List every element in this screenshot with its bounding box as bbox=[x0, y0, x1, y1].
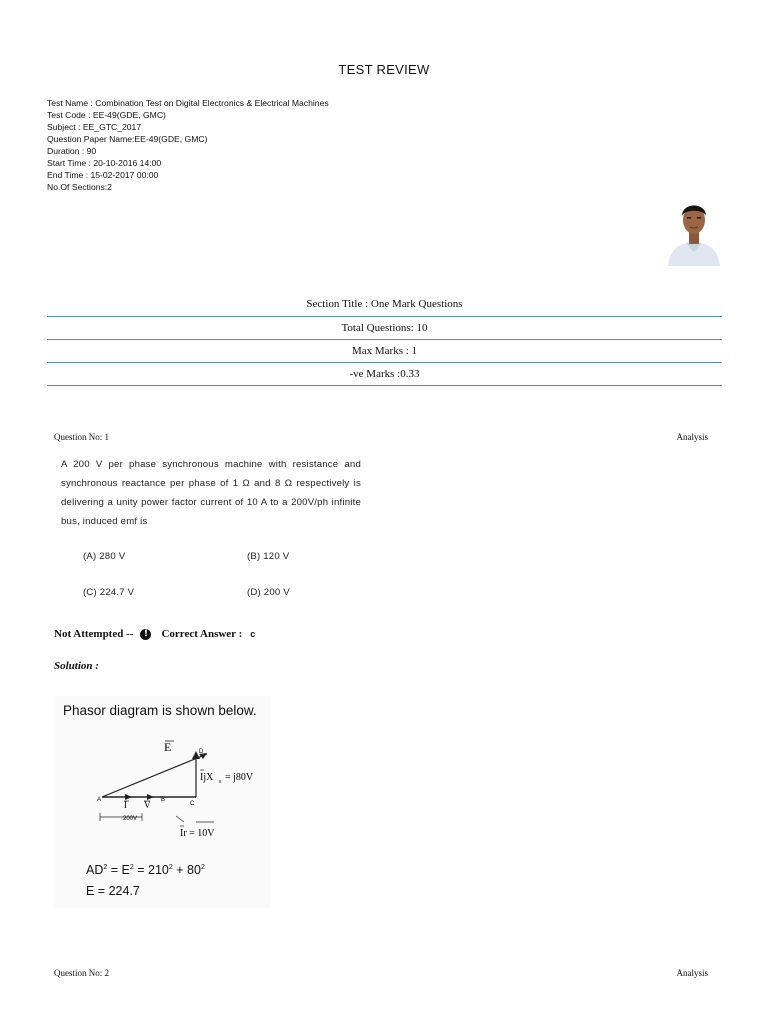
option-c: (C) 224.7 V bbox=[83, 587, 135, 598]
test-info bbox=[47, 97, 329, 193]
attempt-status: Not Attempted -- bbox=[54, 628, 134, 640]
label-b: B bbox=[161, 797, 166, 803]
label-i: I bbox=[124, 800, 127, 810]
option-a: (A) 280 V bbox=[83, 551, 126, 562]
section-divider bbox=[47, 385, 722, 386]
subject: Subject : EE_GTC_2017 bbox=[47, 122, 142, 132]
option-d: (D) 200 V bbox=[247, 587, 290, 598]
label-c: C bbox=[190, 801, 195, 807]
answer-status-line bbox=[54, 628, 255, 640]
solution-label: Solution : bbox=[54, 660, 99, 672]
number-of-sections: No.Of Sections:2 bbox=[47, 182, 112, 192]
section-summary bbox=[47, 296, 722, 386]
section-title: Section Title : One Mark Questions bbox=[306, 298, 463, 310]
test-code: Test Code : EE-49(GDE, GMC) bbox=[47, 110, 166, 120]
eq1-exp: 2 bbox=[168, 863, 173, 871]
eq1-80: + 80 bbox=[172, 863, 201, 877]
solution-equation-2: E = 224.7 bbox=[86, 884, 140, 898]
end-time: End Time : 15-02-2017 00:00 bbox=[47, 170, 159, 180]
question-paper-name: Question Paper Name:EE-49(GDE, GMC) bbox=[47, 134, 208, 144]
label-ijxs-sub: s bbox=[219, 779, 222, 785]
correct-answer-label: Correct Answer : bbox=[161, 628, 243, 640]
eq1-exp: 2 bbox=[129, 863, 134, 871]
question-number: Question No: 1 bbox=[54, 432, 109, 442]
eq1-210: = 210 bbox=[133, 863, 169, 877]
question-text: A 200 V per phase synchronous machine with resistance and synchronous reactance per phase of 1 Ω and 8 Ω respectively is delivering a unity power factor current of 10 A to a 200V/ph infinite bus, induced emf is bbox=[61, 459, 361, 527]
solution-equation-1 bbox=[86, 863, 205, 877]
eq1-e: = E bbox=[107, 863, 130, 877]
label-ijxs: IjX bbox=[200, 772, 214, 783]
test-name: Test Name : Combination Test on Digital Electronics & Electrical Machines bbox=[47, 98, 329, 108]
duration: Duration : 90 bbox=[47, 146, 97, 156]
label-d: D bbox=[199, 749, 204, 755]
label-200v: 200V bbox=[123, 816, 138, 822]
correct-answer-value: c bbox=[250, 629, 256, 639]
solution-intro: Phasor diagram is shown below. bbox=[63, 703, 257, 718]
eq1-ad: AD bbox=[86, 863, 104, 877]
analysis-link[interactable]: Analysis bbox=[676, 968, 708, 978]
max-marks: Max Marks : 1 bbox=[351, 345, 418, 357]
question-number: Question No: 2 bbox=[54, 968, 109, 978]
analysis-link[interactable]: Analysis bbox=[676, 432, 708, 442]
label-e: E bbox=[164, 740, 172, 754]
eq1-exp: 2 bbox=[103, 863, 108, 871]
exclamation-icon: ! bbox=[140, 629, 151, 640]
eq1-exp: 2 bbox=[200, 863, 205, 871]
option-b: (B) 120 V bbox=[247, 551, 290, 562]
label-a: A bbox=[97, 797, 102, 803]
start-time: Start Time : 20-10-2016 14:00 bbox=[47, 158, 162, 168]
label-j80v: = j80V bbox=[225, 772, 254, 783]
page-title: TEST REVIEW bbox=[338, 62, 430, 77]
label-v: V bbox=[144, 800, 151, 810]
negative-marks: -ve Marks :0.33 bbox=[349, 368, 420, 380]
question-1-header bbox=[54, 432, 708, 442]
candidate-photo bbox=[666, 196, 722, 266]
phasor-diagram bbox=[92, 740, 282, 850]
label-ir: Ir = 10V bbox=[180, 828, 215, 839]
total-questions: Total Questions: 10 bbox=[341, 322, 428, 334]
question-2-header bbox=[54, 968, 708, 978]
